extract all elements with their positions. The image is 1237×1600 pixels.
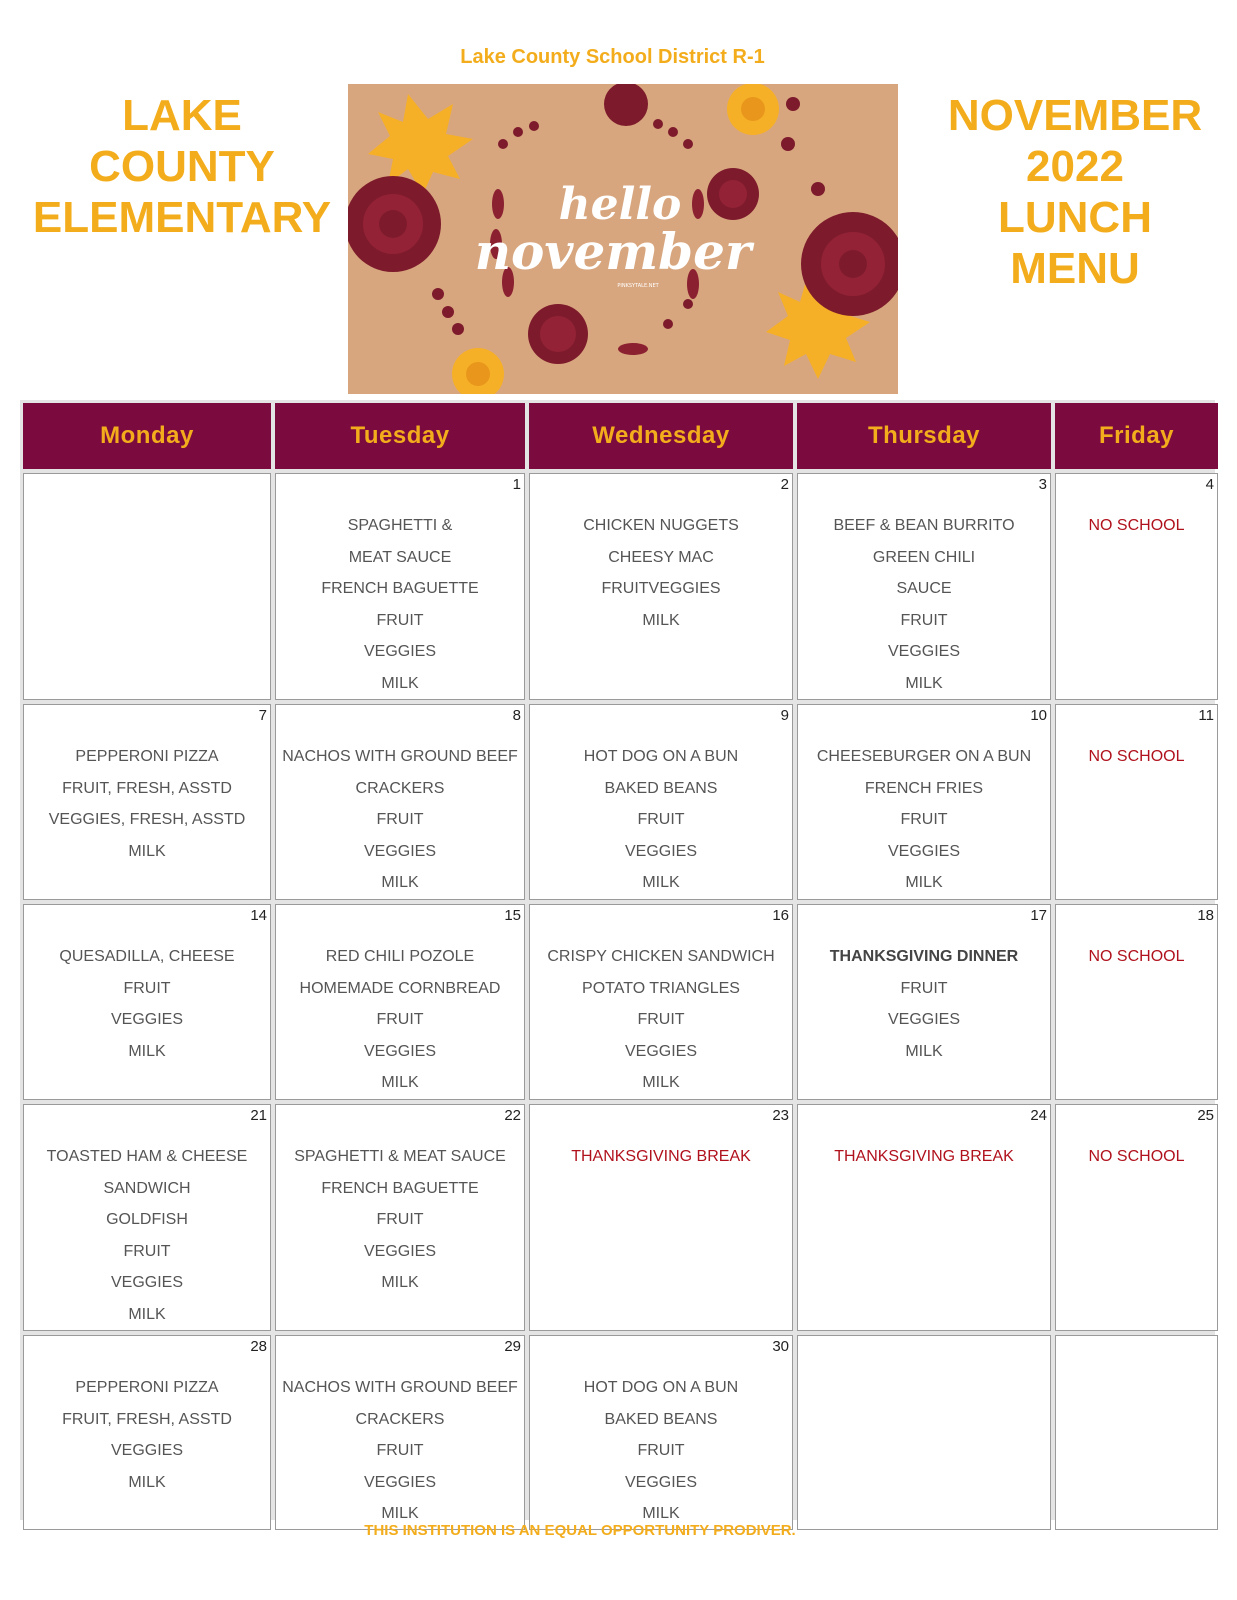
menu-item: SPAGHETTI & [347,517,453,534]
menu-item-list [276,1141,524,1299]
day-header-wednesday: Wednesday [529,403,793,469]
menu-title [935,90,1215,294]
menu-item: MILK [381,874,419,892]
date-number: 30 [772,1338,789,1355]
menu-item: FRUIT [637,811,685,829]
date-number: 25 [1197,1107,1214,1124]
date-number: 28 [250,1338,267,1355]
day-cell [529,904,793,1100]
menu-item: FRENCH FRIES [864,779,984,797]
menu-item: FRUIT [900,811,948,829]
menu-item-list [1056,1141,1217,1173]
day-header-friday: Friday [1055,403,1218,469]
menu-item: PEPPERONI PIZZA [75,748,219,765]
menu-item-list [798,510,1050,700]
menu-item: FRUIT, FRESH, ASSTD [62,1410,232,1428]
date-number: 2 [780,476,789,493]
rose-icon [604,84,648,126]
school-name-line: ELEMENTARY [32,193,332,242]
date-number: 23 [772,1107,789,1124]
menu-item: CHEESY MAC [608,548,714,566]
menu-item: SPAGHETTI & MEAT SAUCE [294,1148,506,1165]
day-cell [797,704,1051,900]
date-number: 11 [1198,707,1214,724]
day-cell [529,473,793,700]
menu-item: VEGGIES [363,842,437,860]
menu-item-list [276,741,524,899]
lunch-calendar [20,400,1215,1523]
menu-item: VEGGIES [363,1473,437,1491]
menu-item: CRACKERS [355,1410,445,1428]
date-number: 3 [1038,476,1047,493]
date-number: 24 [1030,1107,1047,1124]
menu-item: MILK [381,1074,419,1092]
menu-item-list [530,510,792,636]
menu-item: FRENCH BAGUETTE [321,580,479,598]
date-number: 21 [250,1107,267,1124]
menu-item-list [530,1141,792,1173]
orange-flower-icon [727,84,779,135]
menu-item-list [276,1372,524,1530]
date-number: 22 [504,1107,521,1124]
menu-item: RED CHILI POZOLE [325,948,475,965]
menu-item: VEGGIES, FRESH, ASSTD [48,811,246,829]
school-name [22,90,342,243]
menu-item-list [276,510,524,700]
menu-item: MILK [642,1505,680,1523]
menu-item: VEGGIES [887,1011,961,1029]
hello-november-banner [348,84,898,394]
menu-item: FRUIT [637,1442,685,1460]
menu-item: FRUITVEGGIES [601,580,721,598]
menu-item-list [530,741,792,899]
district-name: Lake County School District R-1 [460,46,765,68]
menu-item-list [798,1141,1050,1173]
menu-item: FRUIT [637,1011,685,1029]
menu-item: HOT DOG ON A BUN [583,1379,739,1396]
menu-item: FRUIT [376,611,424,629]
date-number: 17 [1030,907,1047,924]
menu-item: FRUIT [376,1211,424,1229]
menu-item: VEGGIES [110,1442,184,1460]
menu-item: FRUIT [900,979,948,997]
day-cell [275,473,525,700]
day-cell [797,904,1051,1100]
day-cell [529,1335,793,1530]
day-cell [275,1335,525,1530]
menu-item-list [1056,941,1217,973]
date-number: 29 [504,1338,521,1355]
menu-item-list [24,1372,270,1498]
menu-item: NACHOS WITH GROUND BEEF [282,748,518,765]
day-cell [275,904,525,1100]
menu-item: MILK [381,674,419,692]
school-name-line: COUNTY [89,142,275,191]
menu-item: POTATO TRIANGLES [582,979,740,997]
rose-icon [348,176,441,272]
menu-item: MILK [128,1305,166,1323]
menu-item: MILK [128,842,166,860]
menu-item: VEGGIES [624,1473,698,1491]
date-number: 1 [512,476,521,493]
menu-item: VEGGIES [624,1042,698,1060]
day-header-thursday: Thursday [797,403,1051,469]
menu-item: BAKED BEANS [604,1410,718,1428]
menu-item: TOASTED HAM & CHEESE [46,1148,248,1165]
menu-item: VEGGIES [363,643,437,661]
day-cell [1055,904,1218,1100]
day-cell [1055,1104,1218,1331]
day-header-monday: Monday [23,403,271,469]
menu-item: THANKSGIVING DINNER [829,948,1019,965]
menu-item-list [1056,741,1217,773]
menu-item: NACHOS WITH GROUND BEEF [282,1379,518,1396]
menu-item: FRUIT, FRESH, ASSTD [62,779,232,797]
day-cell [23,1104,271,1331]
menu-item: VEGGIES [110,1274,184,1292]
menu-item: GOLDFISH [106,1211,188,1229]
menu-item: CHEESEBURGER ON A BUN [816,748,1032,765]
menu-title-line: LUNCH [998,193,1152,242]
menu-item: VEGGIES [363,1042,437,1060]
date-number: 4 [1205,476,1214,493]
date-number: 10 [1030,707,1047,724]
menu-item: FRUIT [123,979,171,997]
menu-item: CRISPY CHICKEN SANDWICH [547,948,775,965]
menu-item: MILK [381,1505,419,1523]
day-cell [1055,1335,1218,1530]
closure-notice: NO SCHOOL [1088,517,1185,534]
menu-title-line: MENU [1010,244,1140,293]
day-cell [529,1104,793,1331]
menu-item: CHICKEN NUGGETS [583,517,739,534]
closure-notice: NO SCHOOL [1088,948,1185,965]
rose-icon [528,304,588,364]
menu-item: HOT DOG ON A BUN [583,748,739,765]
menu-item: HOMEMADE CORNBREAD [299,979,501,997]
menu-item-list [798,741,1050,899]
rose-icon [707,168,759,220]
day-cell [23,473,271,700]
equal-opportunity-notice: THIS INSTITUTION IS AN EQUAL OPPORTUNITY PRODIVER. [364,1522,796,1539]
menu-item-list [530,941,792,1099]
closure-notice: NO SCHOOL [1088,748,1185,765]
day-cell [23,904,271,1100]
day-cell [275,704,525,900]
menu-item: GREEN CHILI [872,548,976,566]
menu-item: VEGGIES [624,842,698,860]
day-cell [23,1335,271,1530]
menu-item: SAUCE [896,580,952,598]
closure-notice: NO SCHOOL [1088,1148,1185,1165]
menu-item: FRUIT [900,611,948,629]
day-cell [275,1104,525,1331]
menu-item: MILK [642,874,680,892]
menu-item-list [798,941,1050,1067]
banner-november-text: november [474,222,752,281]
banner-hello-text: hello [558,179,682,230]
menu-item: FRUIT [376,811,424,829]
menu-item: CRACKERS [355,779,445,797]
menu-item: FRENCH BAGUETTE [321,1179,479,1197]
menu-item: VEGGIES [110,1011,184,1029]
menu-item: MILK [642,1074,680,1092]
menu-item: MILK [905,1042,943,1060]
menu-item: PEPPERONI PIZZA [75,1379,219,1396]
day-cell [529,704,793,900]
menu-item: VEGGIES [363,1242,437,1260]
menu-item: MEAT SAUCE [348,548,452,566]
menu-item: VEGGIES [887,643,961,661]
date-number: 15 [504,907,521,924]
date-number: 9 [780,707,789,724]
menu-item: QUESADILLA, CHEESE [59,948,235,965]
menu-item: MILK [905,674,943,692]
menu-item: FRUIT [376,1011,424,1029]
menu-item-list [530,1372,792,1530]
date-number: 18 [1197,907,1214,924]
date-number: 8 [512,707,521,724]
closure-notice: THANKSGIVING BREAK [571,1148,751,1165]
date-number: 14 [250,907,267,924]
menu-item-list [24,1141,270,1331]
menu-item-list [24,941,270,1067]
date-number: 7 [258,707,267,724]
menu-title-line: 2022 [1026,142,1124,191]
menu-item: MILK [128,1042,166,1060]
menu-item: MILK [381,1274,419,1292]
day-cell [797,1104,1051,1331]
school-name-line: LAKE [122,91,242,140]
closure-notice: THANKSGIVING BREAK [834,1148,1014,1165]
menu-item: MILK [905,874,943,892]
date-number: 16 [772,907,789,924]
menu-item: MILK [128,1473,166,1491]
day-cell [797,473,1051,700]
menu-item: BEEF & BEAN BURRITO [833,517,1015,534]
menu-item-list [1056,510,1217,542]
day-cell [797,1335,1051,1530]
day-cell [23,704,271,900]
menu-item: VEGGIES [887,842,961,860]
menu-item: MILK [642,611,680,629]
day-cell [1055,704,1218,900]
menu-item-list [276,941,524,1099]
menu-item: BAKED BEANS [604,779,718,797]
day-header-tuesday: Tuesday [275,403,525,469]
menu-item-list [24,741,270,867]
menu-item: FRUIT [376,1442,424,1460]
day-cell [1055,473,1218,700]
menu-item: SANDWICH [103,1179,191,1197]
menu-item: FRUIT [123,1242,171,1260]
menu-title-line: NOVEMBER [947,91,1203,140]
banner-credit-text: PINKSYTALE.NET [617,283,659,289]
